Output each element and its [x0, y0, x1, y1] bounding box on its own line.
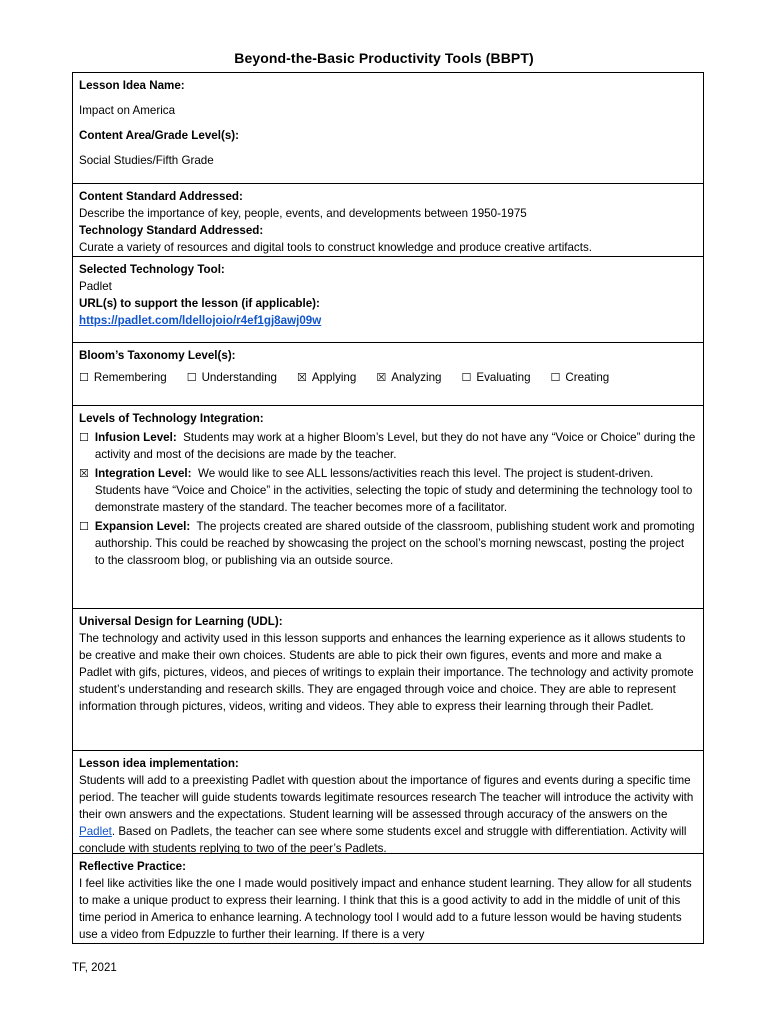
expansion-level-item — [79, 518, 697, 569]
infusion-level-text: Students may work at a higher Bloom’s Level, but they do not have any “Voice or Choice” during the activity and most of the decisions are made by the teacher. — [94, 431, 696, 461]
implementation-label: Lesson idea implementation: — [79, 757, 239, 770]
bloom-item-label: Understanding — [201, 371, 277, 384]
url-label: URL(s) to support the lesson (if applicable): — [79, 297, 320, 310]
bloom-creating[interactable] — [551, 369, 610, 386]
udl-label: Universal Design for Learning (UDL): — [79, 615, 283, 628]
bloom-understanding[interactable] — [187, 369, 277, 386]
content-standard-value: Describe the importance of key, people, events, and developments between 1950-1975 — [79, 207, 527, 220]
checkbox-icon[interactable]: ☐ — [79, 371, 89, 384]
bloom-applying[interactable] — [297, 369, 356, 386]
bloom-checkbox-row — [79, 369, 697, 386]
bloom-item-label: Evaluating — [476, 371, 531, 384]
lesson-plan-table — [72, 72, 704, 944]
content-area-value: Social Studies/Fifth Grade — [79, 154, 214, 167]
checked-box-icon[interactable]: ☒ — [296, 371, 307, 384]
checkbox-icon[interactable]: ☐ — [550, 371, 561, 384]
implementation-text: Students will add to a preexisting Padlet with question about the importance of figures and events during a specific time period. The teacher will guide students towards legitimate resources research The teacher will introduce the activity with their own answers and the expectations. Student learning will be assessed through accuracy of the answers on the Padlet. Based on Padlets, the teacher can see where some students excel and struggle with differentiation. Activity will conclude with students replying to two of the peer’s Padlets. — [79, 774, 694, 854]
bloom-label: Bloom’s Taxonomy Level(s): — [79, 349, 236, 362]
lesson-name-value: Impact on America — [79, 104, 176, 117]
infusion-level-item — [79, 429, 697, 463]
expansion-level-text: The projects created are shared outside of the classroom, publishing student work and promoting authorship. This could be reached by showcasing the project on the school’s morning newscast, posting the project to the classroom blog, or publishing via an outside source. — [94, 520, 695, 567]
padlet-link[interactable]: Padlet — [79, 825, 112, 838]
reflective-practice-cell — [73, 854, 703, 943]
bloom-item-label: Analyzing — [391, 371, 442, 384]
bloom-evaluating[interactable] — [462, 369, 531, 386]
implementation-cell — [73, 751, 703, 854]
padlet-url-link[interactable]: https://padlet.com/ldellojoio/r4ef1gj8awj09w — [79, 314, 322, 327]
tool-value: Padlet — [79, 280, 112, 293]
bloom-remembering[interactable] — [79, 369, 167, 386]
bloom-item-label: Creating — [565, 371, 610, 384]
checkbox-icon[interactable]: ☐ — [461, 371, 472, 384]
content-area-label: Content Area/Grade Level(s): — [79, 129, 239, 142]
technology-tool-cell — [73, 257, 703, 343]
udl-text: The technology and activity used in this lesson supports and enhances the learning experience as it allows students to be creative and make their own choices. Students are able to pick their own figures, events and more and make a Padlet with gifs, pictures, videos, and pieces of writings to explain their importance. The technology and activity promote student’s understanding and research skills. They are engaged through voice and choice. They are able to represent information through pictures, videos, writing and videos. They able to express their learning through their Padlet. — [79, 632, 694, 713]
integration-level-text: We would like to see ALL lessons/activities reach this level. The project is student-driven. Students have “Voice and Choice” in the activities, selecting the topic of study and determining the technology tool to demonstrate mastery of the standard. The teacher becomes more of a facilitator. — [94, 467, 693, 514]
technology-standard-value: Curate a variety of resources and digital tools to construct knowledge and produce creative artifacts. — [79, 241, 592, 254]
content-standard-label: Content Standard Addressed: — [79, 190, 243, 203]
lesson-idea-cell — [73, 73, 703, 184]
udl-cell — [73, 609, 703, 751]
checked-box-icon[interactable]: ☒ — [79, 467, 89, 480]
reflective-text: I feel like activities like the one I made would positively impact and enhance student learning. They allow for all students to make a unique product to express their learning. I think that this is a good activity to add in the middle of unit of this time period in America to enhance learning. A technology tool I would add to a future lesson would be having students use a video from Edpuzzle to further their learning. If there is a very — [79, 877, 692, 941]
integration-level-item — [79, 465, 697, 516]
footer-text: TF, 2021 — [72, 962, 117, 974]
checked-box-icon[interactable]: ☒ — [376, 371, 387, 384]
integration-levels-cell — [73, 406, 703, 609]
bloom-item-label: Remembering — [93, 371, 167, 384]
tool-label: Selected Technology Tool: — [79, 263, 225, 276]
reflective-label: Reflective Practice: — [79, 860, 186, 873]
infusion-level-name: Infusion Level: — [94, 431, 177, 444]
integration-levels-label: Levels of Technology Integration: — [79, 412, 264, 425]
lesson-name-label: Lesson Idea Name: — [79, 79, 185, 92]
bloom-analyzing[interactable] — [376, 369, 441, 386]
page-title: Beyond-the-Basic Productivity Tools (BBPT) — [234, 50, 534, 66]
technology-standard-label: Technology Standard Addressed: — [79, 224, 264, 237]
bloom-item-label: Applying — [311, 371, 357, 384]
checkbox-icon[interactable]: ☐ — [186, 371, 197, 384]
bloom-cell — [73, 343, 703, 406]
expansion-level-name: Expansion Level: — [94, 520, 191, 533]
standards-cell — [73, 184, 703, 257]
checkbox-icon[interactable]: ☐ — [79, 520, 89, 533]
integration-level-name: Integration Level: — [94, 467, 192, 480]
checkbox-icon[interactable]: ☐ — [79, 431, 89, 444]
